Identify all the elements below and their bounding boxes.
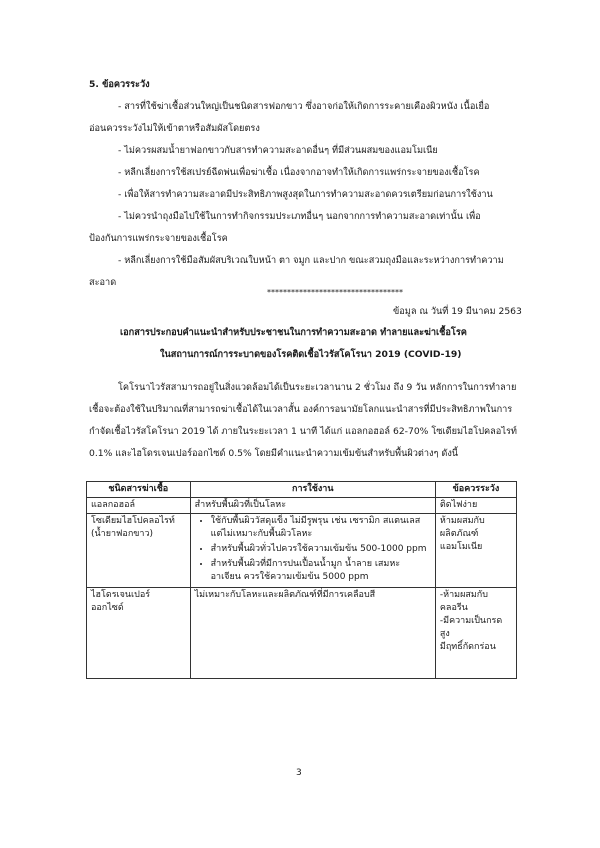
agent-name: แอลกอฮอล์	[91, 500, 135, 510]
precaution-line: - เพื่อให้สารทำความสะอาดมีประสิทธิภาพสูงสุดในการทำความสะอาดควรเตรียมก่อนการใช้งาน	[118, 189, 493, 200]
intro-line: 0.1% และไฮโดรเจนเปอร์ออกไซด์ 0.5% โดยมีคำแนะนำความเข้มข้นสำหรับพื้นผิวต่างๆ ดังนี้	[89, 448, 459, 459]
document-title-line-1: เอกสารประกอบคำแนะนำสำหรับประชาชนในการทำความสะอาด ทำลายและฆ่าเชื้อโรค	[120, 327, 467, 338]
caution-text: ติดไฟง่าย	[439, 500, 478, 510]
agent-name: ไฮโดรเจนเปอร์	[91, 590, 151, 600]
agent-name: โซเดียมไฮโปคลอไรท์	[91, 516, 175, 526]
usage-bullet: • สำหรับพื้นผิวที่มีการปนเปื้อนน้ำมูก น้ำลาย เสมหะ อาเจียน ควรใช้ความเข้มข้น 5000 ppm	[211, 558, 431, 584]
precaution-line: อ่อนควรระวังไม่ให้เข้าตาหรือสัมผัสโดยตรง	[89, 123, 260, 134]
intro-line: กำจัดเชื้อไวรัสโคโรนา 2019 ได้ ภายในระยะเวลา 1 นาที ได้แก่ แอลกอฮอล์ 62-70% โซเดียมไฮโปคลอไรท์	[89, 426, 517, 437]
agent-name-cell	[87, 588, 191, 679]
agent-name-cell	[87, 514, 191, 588]
caution-cell	[435, 514, 516, 588]
agent-name: ออกไซด์	[91, 603, 124, 613]
usage-cell	[190, 514, 435, 588]
disinfectant-table	[86, 481, 517, 679]
caution-cell	[435, 498, 516, 514]
table-row	[87, 514, 517, 588]
column-header: การใช้งาน	[190, 482, 435, 498]
usage-text: สำหรับพื้นผิวที่เป็นโลหะ	[194, 500, 287, 510]
caution-text: แอมโมเนีย	[439, 542, 483, 552]
column-header: ข้อควรระวัง	[435, 482, 516, 498]
precaution-line: - ไม่ควรนำถุงมือไปใช้ในการทำกิจกรรมประเภทอื่นๆ นอกจากการทำความสะอาดเท่านั้น เพื่อ	[118, 211, 481, 222]
caution-text: -ห้ามผสมกับ	[439, 590, 488, 600]
precaution-line: ป้องกันการแพร่กระจายของเชื้อโรค	[89, 233, 228, 244]
column-header: ชนิดสารฆ่าเชื้อ	[87, 482, 191, 498]
intro-line: โคโรนาไวรัสสามารถอยู่ในสิ่งแวดล้อมได้เป็นระยะเวลานาน 2 ชั่วโมง ถึง 9 วัน หลักการในการทำลาย	[118, 382, 517, 393]
precaution-line: สะอาด	[89, 277, 117, 288]
table-row	[87, 498, 517, 514]
precaution-line: - ไม่ควรผสมน้ำยาฟอกขาวกับสารทำความสะอาดอื่นๆ ที่มีส่วนผสมของแอมโมเนีย	[118, 145, 438, 156]
section-heading: 5. ข้อควรระวัง	[89, 79, 150, 90]
table-header-row	[87, 482, 517, 498]
caution-text: ผลิตภัณฑ์	[439, 529, 479, 539]
precaution-line: - หลีกเลี่ยงการใช้มือสัมผัสบริเวณใบหน้า ตา จมูก และปาก ขณะสวมถุงมือและระหว่างการทำความ	[118, 255, 504, 266]
caution-cell	[435, 588, 516, 679]
intro-line: เชื้อจะต้องใช้ในปริมาณที่สามารถฆ่าเชื้อได้ในเวลาสั้น องค์การอนามัยโลกแนะนำสารที่มีประสิทธิภาพในการ	[89, 404, 513, 415]
agent-name-cell	[87, 498, 191, 514]
precaution-line: - หลีกเลี่ยงการใช้สเปรย์ฉีดพ่นเพื่อฆ่าเชื้อ เนื่องจากอาจทำให้เกิดการแพร่กระจายของเชื้อโรค	[118, 167, 480, 178]
caution-text: -มีความเป็นกรดสูง	[439, 616, 503, 639]
document-title-line-2: ในสถานการณ์การระบาดของโรคติดเชื้อไวรัสโคโรนา 2019 (COVID-19)	[160, 349, 462, 360]
usage-list	[195, 515, 431, 584]
caution-text: มีฤทธิ์กัดกร่อน	[439, 642, 496, 652]
usage-cell	[190, 588, 435, 679]
info-date: ข้อมูล ณ วันที่ 19 มีนาคม 2563	[393, 306, 522, 317]
agent-name-note: (น้ำยาฟอกขาว)	[91, 529, 154, 539]
usage-cell	[190, 498, 435, 514]
page-number: 3	[296, 768, 302, 778]
caution-text: ห้ามผสมกับ	[439, 516, 485, 526]
precaution-line: - สารที่ใช้ฆ่าเชื้อส่วนใหญ่เป็นชนิดสารฟอกขาว ซึ่งอาจก่อให้เกิดการระคายเคืองผิวหนัง เนื้อเยื่อ	[118, 101, 490, 112]
usage-text: ไม่เหมาะกับโลหะและผลิตภัณฑ์ที่มีการเคลือบสี	[194, 590, 376, 600]
table-row	[87, 588, 517, 679]
caution-text: คลอรีน	[439, 603, 468, 613]
usage-bullet: • สำหรับพื้นผิวทั่วไปควรใช้ความเข้มข้น 500-1000 ppm	[211, 543, 431, 556]
usage-bullet: • ใช้กับพื้นผิววัสดุแข็ง ไม่มีรูพรุน เช่น เซรามิก สแตนเลส แต่ไม่เหมาะกับพื้นผิวโลหะ	[211, 515, 431, 541]
star-divider: **********************************	[267, 288, 403, 297]
